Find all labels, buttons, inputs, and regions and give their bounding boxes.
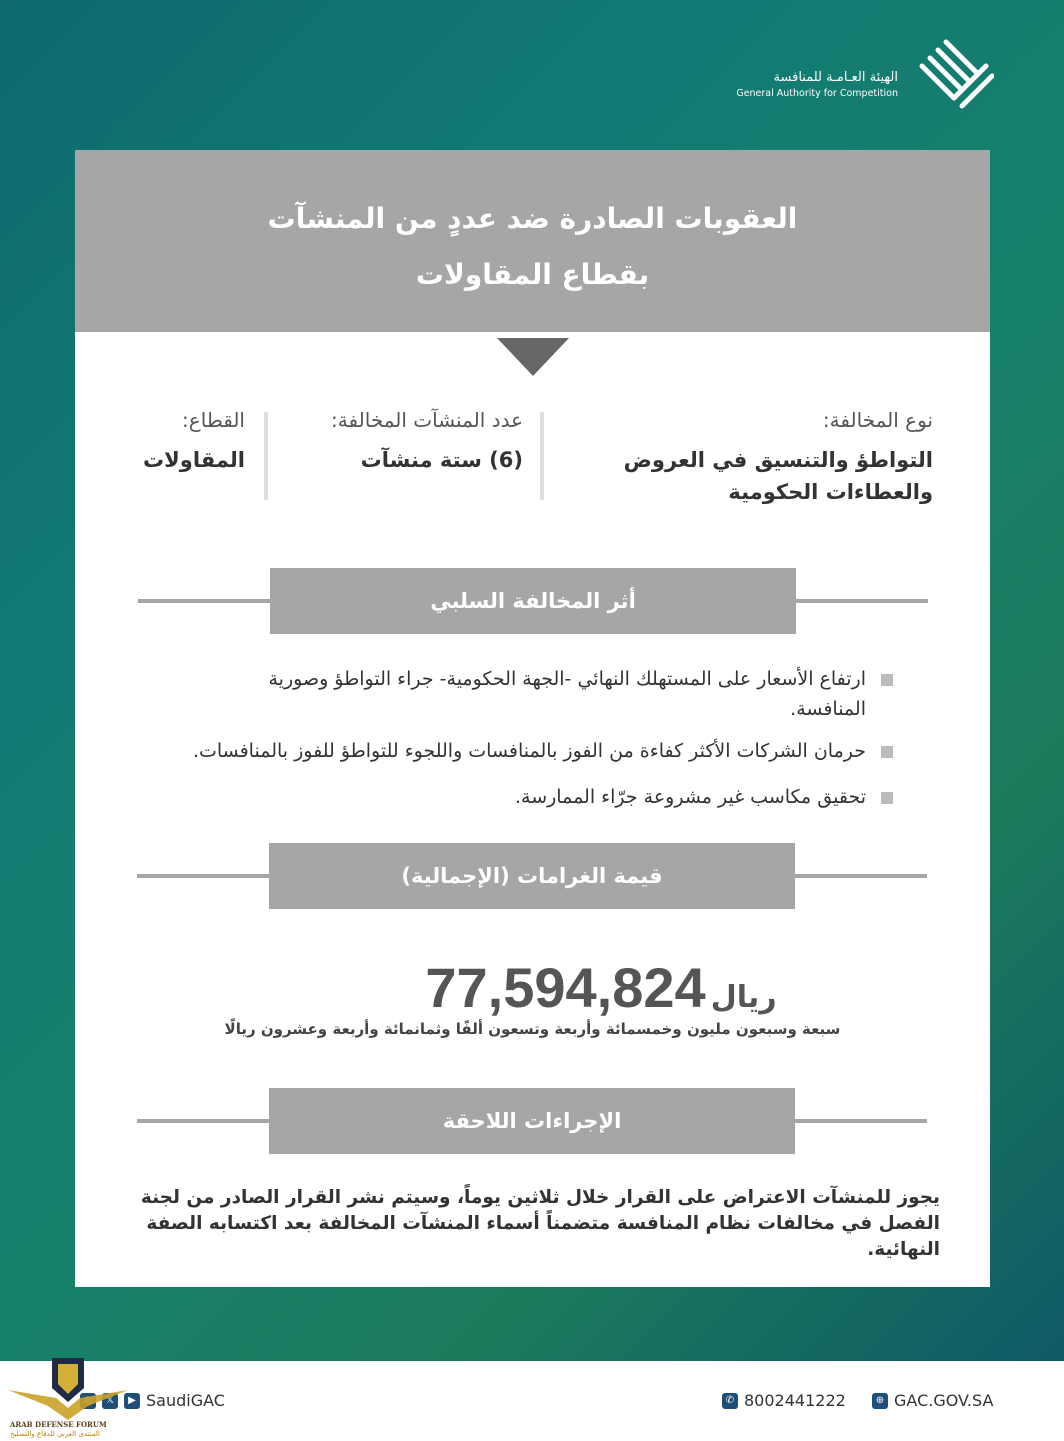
phone-link[interactable]: [722, 1391, 846, 1410]
social-handle: SaudiGAC: [146, 1391, 225, 1410]
next-steps-text: يجوز للمنشآت الاعتراض على القرار خلال ثلاثين يوماً، وسيتم نشر القرار الصادر من لجنة الفصل في مخالفات نظام المنافسة متضمناً أسماء المنشآت المخالفة بعد اكتسابه الصفة النهائية.: [140, 1187, 940, 1260]
watermark-name-ar: المنتدى العربي للدفاع والتسليح: [10, 1430, 100, 1438]
phone-icon: ✆: [722, 1393, 738, 1409]
fine-amount-words: سبعة وسبعون مليون وخمسمائة وأربعة وتسعون ألفًا وثمانمائة وأربعة وعشرون ريالًا: [224, 1020, 841, 1038]
brand-name-ar: الهيئة العـامـة للمنافسة: [773, 70, 898, 85]
bullet-icon: [881, 792, 893, 804]
next-steps-section-title: الإجراءات اللاحقة: [269, 1088, 795, 1154]
sector-value: المقاولات: [143, 448, 245, 472]
bullet-icon: [881, 674, 893, 686]
page-title-line1: العقوبات الصادرة ضد عددٍ من المنشآت: [267, 202, 798, 235]
phone-number: 8002441222: [744, 1391, 846, 1410]
down-arrow-icon: [497, 338, 569, 376]
fine-amount: [421, 955, 791, 1020]
entities-count-value: (6) ستة منشآت: [360, 448, 523, 472]
divider: [540, 412, 544, 500]
impact-item: حرمان الشركات الأكثر كفاءة من الفوز بالمنافسات واللجوء للتواطؤ للفوز بالمنافسات.: [192, 740, 866, 762]
impact-item: ارتفاع الأسعار على المستهلك النهائي -الجهة الحكومية- جراء التواطؤ وصورية المنافسة.: [268, 668, 866, 720]
violation-type-label: نوع المخالفة:: [822, 408, 933, 432]
website-url: GAC.GOV.SA: [894, 1391, 994, 1410]
page-title-line2: بقطاع المقاولات: [415, 258, 650, 291]
brand-name-en: General Authority for Competition: [736, 88, 898, 99]
x-icon[interactable]: 𝕏: [102, 1393, 118, 1409]
website-link[interactable]: [872, 1391, 993, 1410]
gac-logo-icon: [914, 36, 994, 110]
content-card: [75, 150, 990, 1287]
fine-currency: ريال: [710, 980, 777, 1015]
fines-section-title: قيمة الغرامات (الإجمالية): [269, 843, 795, 909]
entities-count-label: عدد المنشآت المخالفة:: [331, 408, 523, 432]
youtube-icon[interactable]: ▶: [124, 1393, 140, 1409]
footer: [0, 1361, 1064, 1441]
impact-section-title: أثر المخالفة السلبي: [270, 568, 796, 634]
globe-icon: ⊕: [872, 1393, 888, 1409]
watermark-name-en: ARAB DEFENSE FORUM: [10, 1420, 107, 1429]
brand-logo: [734, 32, 994, 112]
bullet-icon: [881, 746, 893, 758]
violation-type-value: التواطؤ والتنسيق في العروض والعطاءات الحكومية: [623, 448, 933, 504]
sector-label: القطاع:: [182, 408, 245, 432]
header-banner: [75, 150, 990, 332]
impact-item: تحقيق مكاسب غير مشروعة جرّاء الممارسة.: [514, 786, 866, 808]
divider: [264, 412, 268, 500]
fine-amount-value: 77,594,824: [425, 956, 706, 1019]
